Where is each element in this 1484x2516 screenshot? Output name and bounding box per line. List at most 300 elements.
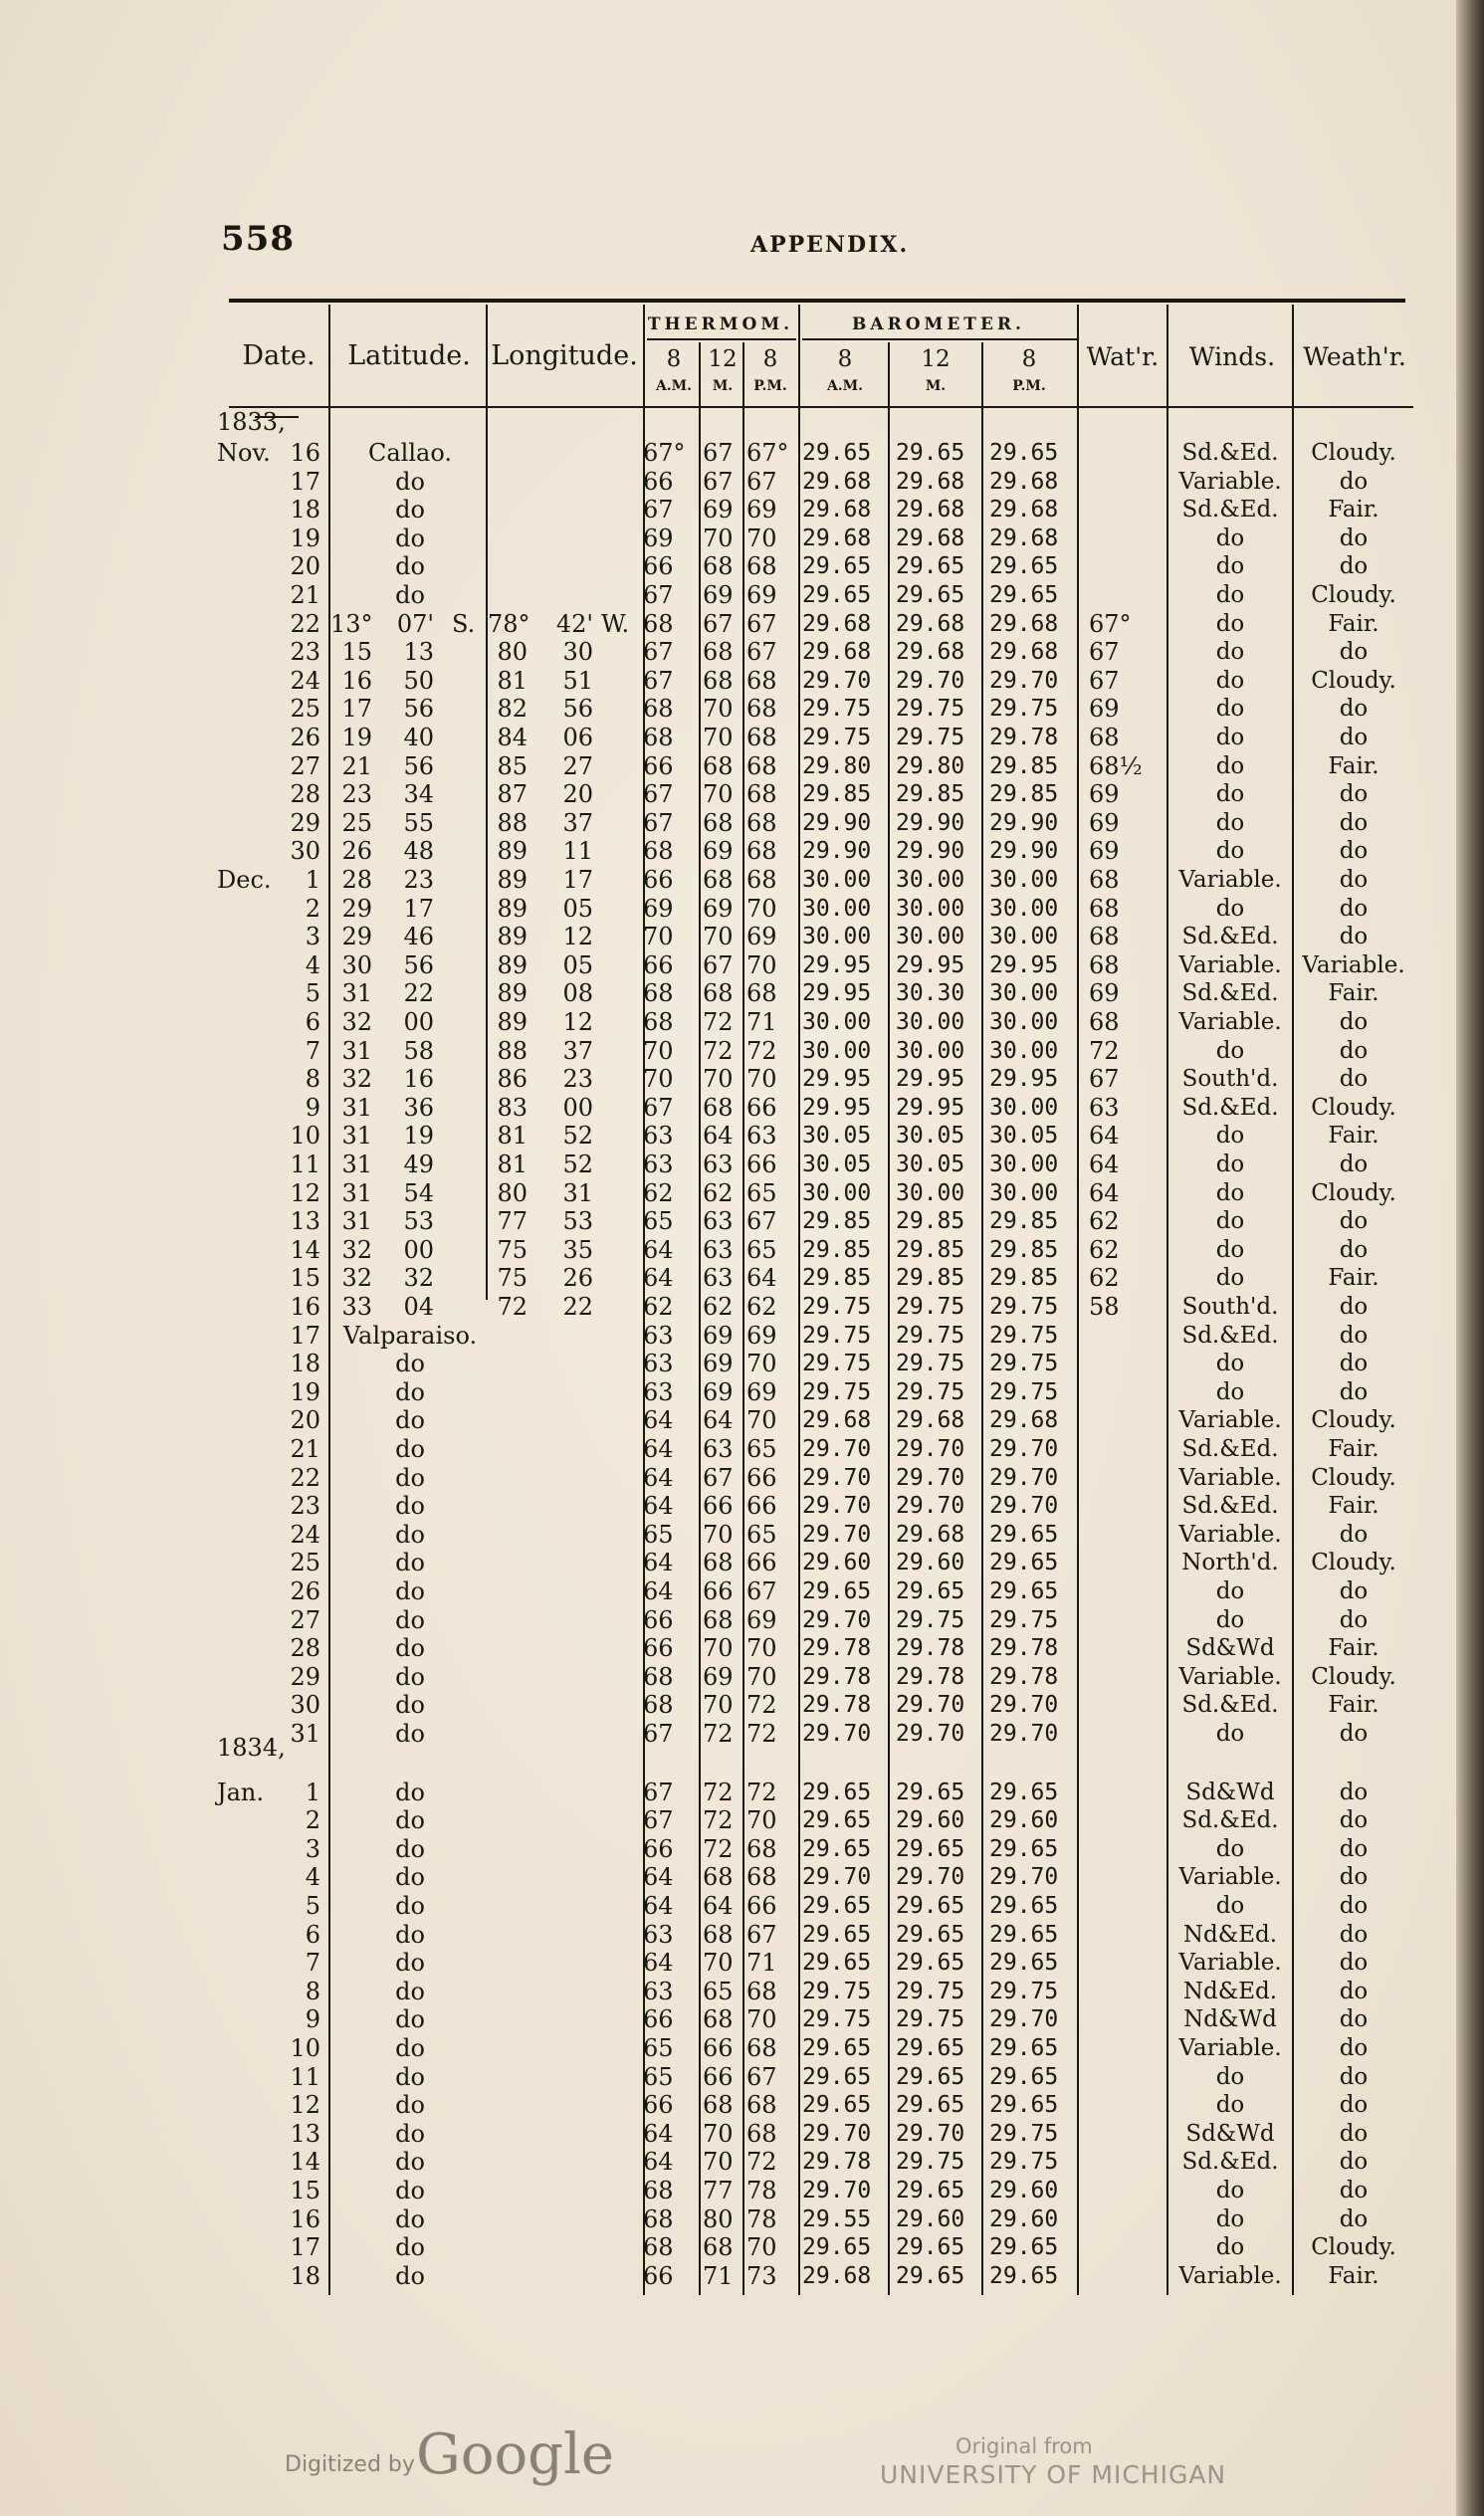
- water-temp-cell: 69: [1089, 695, 1120, 724]
- barometer-12-cell: 29.75: [896, 1378, 965, 1405]
- barometer-8am-cell: 29.75: [802, 1351, 872, 1377]
- thermom-12-cell: 68: [703, 1920, 734, 1949]
- thermom-8am-cell: 64: [643, 1264, 674, 1293]
- day-cell: 18: [290, 1350, 320, 1378]
- thermom-12-cell: 66: [703, 1492, 734, 1521]
- thermom-12-cell: 70: [703, 923, 734, 951]
- water-temp-cell: 64: [1089, 1151, 1120, 1178]
- barometer-8am-cell: 29.70: [802, 1606, 872, 1633]
- barometer-8am-cell: 29.70: [802, 2120, 872, 2147]
- header-dash-longitude-2: [573, 406, 623, 408]
- table-row: [0, 723, 1484, 752]
- place-cell: do: [395, 1863, 425, 1892]
- place-cell: do: [395, 2148, 425, 2177]
- place-cell: do: [395, 1778, 425, 1806]
- latitude-minutes-cell: 58: [403, 1036, 434, 1065]
- thermom-12-cell: 69: [703, 1377, 734, 1406]
- place-cell: Valparaiso.: [342, 1321, 478, 1350]
- place-cell: do: [395, 1350, 425, 1378]
- day-cell: 2: [305, 1806, 320, 1835]
- winds-cell: South'd.: [1181, 1066, 1279, 1093]
- thermom-8pm-cell: 69: [746, 496, 777, 524]
- barometer-8am-cell: 29.70: [802, 1493, 872, 1520]
- thermom-12-cell: 69: [703, 894, 734, 923]
- water-temp-cell: 62: [1089, 1207, 1120, 1236]
- thermom-8pm-cell: 67: [746, 467, 777, 496]
- thermom-8am-cell: 63: [643, 1321, 674, 1350]
- barometer-8pm-cell: 29.65: [989, 1893, 1059, 1919]
- table-row: [0, 779, 1484, 809]
- thermom-8pm-cell: 68: [746, 808, 777, 837]
- header-barometer-8pm-sub: P.M.: [1012, 378, 1046, 394]
- barometer-12-cell: 29.75: [896, 1606, 965, 1633]
- barometer-8am-cell: 29.65: [802, 2234, 872, 2261]
- water-temp-cell: 62: [1089, 1235, 1120, 1264]
- barometer-8pm-cell: 30.00: [989, 1152, 1059, 1177]
- weather-cell: do: [1339, 1864, 1369, 1891]
- winds-cell: do: [1215, 2092, 1245, 2119]
- winds-cell: Nd&Ed.: [1182, 1978, 1278, 2004]
- water-temp-cell: 64: [1089, 1122, 1120, 1151]
- longitude-minutes-cell: 53: [562, 1207, 593, 1236]
- table-row: [0, 1292, 1484, 1322]
- year-label-1834: 1834,: [217, 1734, 286, 1762]
- barometer-12-cell: 29.75: [896, 725, 965, 750]
- table-row: [0, 2090, 1484, 2120]
- thermom-8am-cell: 68: [643, 695, 674, 724]
- barometer-8pm-cell: 30.00: [989, 980, 1059, 1007]
- thermom-12-cell: 68: [703, 751, 734, 780]
- thermom-12-cell: 68: [703, 2091, 734, 2120]
- barometer-8pm-cell: 29.75: [989, 696, 1059, 723]
- table-row: [0, 836, 1484, 866]
- barometer-8pm-cell: 30.00: [989, 1179, 1059, 1206]
- thermom-8pm-cell: 78: [746, 2177, 777, 2204]
- longitude-minutes-cell: 42': [555, 609, 593, 638]
- thermom-8am-cell: 67: [643, 1778, 674, 1806]
- barometer-8am-cell: 29.70: [802, 2178, 872, 2203]
- thermom-8pm-cell: 67: [746, 2062, 777, 2091]
- thermom-8am-cell: 64: [643, 1235, 674, 1264]
- longitude-degrees-cell: 81: [497, 666, 528, 695]
- latitude-degrees-cell: 15: [341, 638, 372, 667]
- thermom-8am-cell: 70: [643, 923, 674, 951]
- thermom-8pm-cell: 66: [746, 1892, 777, 1920]
- thermom-12-cell: 72: [703, 1806, 734, 1835]
- header-rule-main: [229, 406, 1413, 408]
- place-cell: do: [395, 1406, 425, 1435]
- barometer-8pm-cell: 29.85: [989, 1265, 1059, 1292]
- barometer-8pm-cell: 29.65: [989, 1921, 1059, 1948]
- barometer-12-cell: 29.75: [896, 1322, 965, 1349]
- barometer-8am-cell: 29.65: [802, 1779, 872, 1805]
- table-row: [0, 950, 1484, 980]
- thermom-8am-cell: 64: [643, 1549, 674, 1577]
- longitude-degrees-cell: 84: [497, 724, 528, 751]
- table-row: [0, 1007, 1484, 1037]
- table-row: [0, 751, 1484, 781]
- longitude-degrees-cell: 86: [497, 1065, 528, 1094]
- day-cell: 9: [305, 1093, 320, 1122]
- header-date: Date.: [242, 340, 316, 371]
- longitude-minutes-cell: 56: [562, 695, 593, 724]
- latitude-minutes-cell: 16: [403, 1065, 434, 1094]
- winds-cell: do: [1215, 895, 1245, 922]
- barometer-8pm-cell: 29.75: [989, 1978, 1059, 2004]
- barometer-8pm-cell: 29.75: [989, 1378, 1059, 1405]
- winds-cell: do: [1215, 667, 1245, 694]
- day-cell: 31: [290, 1720, 320, 1748]
- barometer-12-cell: 30.00: [896, 867, 965, 893]
- thermom-8am-cell: 65: [643, 1520, 674, 1549]
- weather-cell: do: [1339, 639, 1369, 666]
- thermom-8am-cell: 62: [643, 1178, 674, 1207]
- barometer-8pm-cell: 29.70: [989, 1692, 1059, 1719]
- winds-cell: do: [1215, 1208, 1245, 1235]
- header-thermom-8am-sub: A.M.: [655, 378, 693, 394]
- table-row: [0, 1805, 1484, 1835]
- barometer-8am-cell: 29.90: [802, 838, 872, 865]
- barometer-8pm-cell: 29.60: [989, 2205, 1059, 2232]
- weather-cell: do: [1339, 2006, 1369, 2033]
- table-row: [0, 894, 1484, 924]
- place-cell: do: [395, 1549, 425, 1577]
- thermom-12-cell: 63: [703, 1235, 734, 1264]
- latitude-minutes-cell: 54: [403, 1178, 434, 1207]
- barometer-8am-cell: 29.68: [802, 610, 872, 637]
- day-cell: 8: [305, 1065, 320, 1094]
- longitude-degrees-cell: 77: [497, 1207, 528, 1236]
- header-barometer-12: 12: [921, 346, 951, 372]
- barometer-8pm-cell: 29.75: [989, 2149, 1059, 2176]
- barometer-12-cell: 29.85: [896, 1208, 965, 1235]
- latitude-degrees-cell: 31: [341, 1122, 372, 1151]
- header-thermom-8pm: 8: [762, 346, 778, 372]
- thermom-12-cell: 63: [703, 1151, 734, 1178]
- place-cell: do: [395, 1634, 425, 1663]
- latitude-minutes-cell: 46: [403, 923, 434, 951]
- table-row: [0, 1235, 1484, 1265]
- thermom-12-cell: 69: [703, 581, 734, 609]
- thermom-8pm-cell: 72: [746, 1036, 777, 1065]
- winds-cell: do: [1215, 1037, 1245, 1064]
- thermom-12-cell: 69: [703, 837, 734, 866]
- place-cell: do: [395, 1463, 425, 1492]
- longitude-minutes-cell: 35: [562, 1235, 593, 1264]
- header-water: Wat'r.: [1086, 342, 1160, 371]
- thermom-8am-cell: 66: [643, 552, 674, 581]
- day-cell: 29: [290, 808, 320, 837]
- place-cell: do: [395, 467, 425, 496]
- place-cell: do: [395, 2091, 425, 2120]
- barometer-8am-cell: 29.65: [802, 1921, 872, 1948]
- latitude-degrees-cell: 31: [341, 1093, 372, 1122]
- thermom-12-cell: 64: [703, 1892, 734, 1920]
- longitude-minutes-cell: 30: [562, 638, 593, 667]
- barometer-12-cell: 29.95: [896, 951, 965, 978]
- place-cell: do: [395, 1377, 425, 1406]
- latitude-degrees-cell: 30: [341, 950, 372, 979]
- thermom-8am-cell: 67: [643, 666, 674, 695]
- thermom-8pm-cell: 69: [746, 1377, 777, 1406]
- barometer-12-cell: 29.60: [896, 1807, 965, 1834]
- longitude-degrees-cell: 72: [497, 1293, 528, 1321]
- latitude-degrees-cell: 21: [341, 751, 372, 780]
- day-cell: 14: [290, 2148, 320, 2177]
- barometer-8pm-cell: 29.65: [989, 440, 1059, 466]
- latitude-minutes-cell: 55: [403, 808, 434, 837]
- thermom-8pm-cell: 73: [746, 2261, 777, 2290]
- winds-cell: do: [1215, 553, 1245, 580]
- barometer-8pm-cell: 29.65: [989, 553, 1059, 580]
- thermom-8pm-cell: 68: [746, 1977, 777, 2005]
- winds-cell: do: [1215, 1123, 1245, 1150]
- thermom-8pm-cell: 66: [746, 1492, 777, 1521]
- longitude-minutes-cell: 26: [562, 1264, 593, 1293]
- thermom-8pm-cell: 68: [746, 2091, 777, 2120]
- longitude-degrees-cell: 83: [497, 1093, 528, 1122]
- day-cell: 9: [305, 2005, 320, 2034]
- table-row: [0, 1121, 1484, 1151]
- day-cell: 7: [305, 1949, 320, 1978]
- weather-cell: Fair.: [1328, 610, 1379, 637]
- barometer-8am-cell: 30.00: [802, 867, 872, 893]
- page-number: 558: [221, 219, 295, 259]
- latitude-minutes-cell: 22: [403, 979, 434, 1008]
- latitude-minutes-cell: 56: [403, 751, 434, 780]
- weather-cell: do: [1339, 1351, 1369, 1377]
- table-row: [0, 1263, 1484, 1293]
- latitude-degrees-cell: 23: [341, 780, 372, 809]
- thermom-8am-cell: 64: [643, 1492, 674, 1521]
- weather-cell: do: [1339, 553, 1369, 580]
- thermom-12-cell: 68: [703, 979, 734, 1008]
- weather-cell: Cloudy.: [1311, 2234, 1396, 2261]
- thermom-8am-cell: 67: [643, 581, 674, 609]
- winds-cell: Sd.&Ed.: [1181, 1692, 1279, 1719]
- thermom-12-cell: 69: [703, 1662, 734, 1691]
- day-cell: 17: [290, 467, 320, 496]
- weather-cell: do: [1339, 1208, 1369, 1235]
- header-rule-thermom: [647, 338, 796, 340]
- barometer-8pm-cell: 30.00: [989, 1009, 1059, 1035]
- table-row: [0, 580, 1484, 610]
- weather-cell: do: [1339, 1322, 1369, 1349]
- barometer-8pm-cell: 29.65: [989, 582, 1059, 608]
- weather-cell: Cloudy.: [1311, 1464, 1396, 1491]
- barometer-8am-cell: 29.68: [802, 1407, 872, 1434]
- header-thermom-12-sub: M.: [712, 378, 734, 394]
- barometer-8am-cell: 29.75: [802, 1378, 872, 1405]
- barometer-12-cell: 29.90: [896, 809, 965, 836]
- longitude-degrees-cell: 89: [497, 866, 528, 894]
- barometer-8pm-cell: 29.65: [989, 1950, 1059, 1977]
- latitude-minutes-cell: 19: [403, 1122, 434, 1151]
- day-cell: 21: [290, 1435, 320, 1463]
- header-dash-longitude: [494, 406, 543, 408]
- day-cell: 13: [290, 2119, 320, 2148]
- table-row: [0, 438, 1484, 468]
- table-row: [0, 1349, 1484, 1378]
- weather-cell: Variable.: [1302, 951, 1405, 978]
- year-label-1833: 1833,: [217, 408, 286, 436]
- thermom-8pm-cell: 71: [746, 1949, 777, 1978]
- thermom-12-cell: 72: [703, 1720, 734, 1748]
- latitude-degrees-cell: 31: [341, 1036, 372, 1065]
- barometer-12-cell: 30.05: [896, 1152, 965, 1177]
- place-cell: do: [395, 1892, 425, 1920]
- barometer-8pm-cell: 30.00: [989, 924, 1059, 950]
- latitude-hemisphere-cell: S.: [452, 609, 476, 638]
- thermom-8pm-cell: 69: [746, 1605, 777, 1634]
- thermom-12-cell: 68: [703, 552, 734, 581]
- place-cell: do: [395, 552, 425, 581]
- barometer-12-cell: 29.65: [896, 1578, 965, 1604]
- winds-cell: Sd.&Ed.: [1181, 1493, 1279, 1520]
- thermom-8pm-cell: 68: [746, 837, 777, 866]
- winds-cell: Variable.: [1178, 1950, 1282, 1977]
- thermom-8pm-cell: 70: [746, 894, 777, 923]
- barometer-12-cell: 29.95: [896, 1066, 965, 1093]
- weather-cell: do: [1339, 2063, 1369, 2090]
- winds-cell: Variable.: [1178, 1521, 1282, 1548]
- barometer-12-cell: 29.75: [896, 2006, 965, 2033]
- place-cell: do: [395, 524, 425, 552]
- winds-cell: do: [1215, 1265, 1245, 1292]
- thermom-8am-cell: 68: [643, 2204, 674, 2233]
- thermom-12-cell: 66: [703, 1577, 734, 1605]
- table-row: [0, 1093, 1484, 1123]
- barometer-8pm-cell: 30.00: [989, 1037, 1059, 1064]
- winds-cell: Variable.: [1178, 2262, 1282, 2289]
- barometer-8am-cell: 30.00: [802, 1179, 872, 1206]
- weather-cell: Fair.: [1328, 752, 1379, 779]
- thermom-12-cell: 70: [703, 1634, 734, 1663]
- header-barometer: BAROMETER.: [852, 314, 1025, 334]
- place-cell: do: [395, 1949, 425, 1978]
- thermom-8am-cell: 68: [643, 1008, 674, 1036]
- barometer-8pm-cell: 29.65: [989, 2035, 1059, 2061]
- barometer-12-cell: 30.00: [896, 1009, 965, 1035]
- top-rule: [229, 299, 1405, 303]
- barometer-8am-cell: 29.68: [802, 497, 872, 524]
- day-cell: 18: [290, 496, 320, 524]
- thermom-12-cell: 63: [703, 1207, 734, 1236]
- barometer-8am-cell: 29.75: [802, 696, 872, 723]
- table-row: [0, 1036, 1484, 1066]
- weather-cell: Cloudy.: [1311, 1179, 1396, 1206]
- thermom-12-cell: 70: [703, 695, 734, 724]
- weather-cell: Cloudy.: [1311, 1663, 1396, 1690]
- weather-cell: do: [1339, 924, 1369, 950]
- winds-cell: do: [1215, 1578, 1245, 1604]
- weather-cell: do: [1339, 1721, 1369, 1747]
- thermom-12-cell: 72: [703, 1834, 734, 1863]
- place-cell: do: [395, 1492, 425, 1521]
- day-cell: 10: [290, 2034, 320, 2062]
- thermom-12-cell: 69: [703, 1321, 734, 1350]
- thermom-12-cell: 69: [703, 496, 734, 524]
- thermom-8am-cell: 67: [643, 1093, 674, 1122]
- header-weather: Weath'r.: [1303, 342, 1406, 371]
- barometer-12-cell: 30.30: [896, 980, 965, 1007]
- day-cell: 12: [290, 2091, 320, 2120]
- weather-cell: do: [1339, 809, 1369, 836]
- weather-cell: Cloudy.: [1311, 1407, 1396, 1434]
- weather-cell: Fair.: [1328, 1265, 1379, 1292]
- thermom-8am-cell: 70: [643, 1036, 674, 1065]
- winds-cell: do: [1215, 2178, 1245, 2203]
- header-barometer-8am: 8: [837, 346, 853, 372]
- latitude-degrees-cell: 31: [341, 1151, 372, 1178]
- thermom-12-cell: 68: [703, 666, 734, 695]
- day-cell: 23: [290, 638, 320, 667]
- place-cell: do: [395, 2261, 425, 2290]
- weather-cell: Fair.: [1328, 1635, 1379, 1662]
- winds-cell: Variable.: [1178, 1864, 1282, 1891]
- barometer-8am-cell: 29.95: [802, 1066, 872, 1093]
- thermom-8am-cell: 67: [643, 1806, 674, 1835]
- day-cell: 5: [305, 979, 320, 1008]
- longitude-minutes-cell: 00: [562, 1093, 593, 1122]
- weather-cell: do: [1339, 696, 1369, 723]
- thermom-12-cell: 64: [703, 1406, 734, 1435]
- barometer-8pm-cell: 29.68: [989, 1407, 1059, 1434]
- barometer-8pm-cell: 29.75: [989, 1351, 1059, 1377]
- thermom-8am-cell: 66: [643, 950, 674, 979]
- thermom-8pm-cell: 65: [746, 1235, 777, 1264]
- thermom-8pm-cell: 68: [746, 1863, 777, 1892]
- longitude-degrees-cell: 89: [497, 923, 528, 951]
- barometer-8pm-cell: 29.65: [989, 1835, 1059, 1862]
- day-cell: 13: [290, 1207, 320, 1236]
- latitude-degrees-cell: 32: [341, 1065, 372, 1094]
- thermom-8am-cell: 66: [643, 2261, 674, 2290]
- table-row: [0, 1463, 1484, 1493]
- longitude-minutes-cell: 27: [562, 751, 593, 780]
- thermom-12-cell: 67: [703, 439, 734, 467]
- thermom-8pm-cell: 67: [746, 1920, 777, 1949]
- thermom-8am-cell: 67°: [643, 439, 686, 467]
- place-cell: do: [395, 1662, 425, 1691]
- winds-cell: Sd&Wd: [1185, 1635, 1275, 1662]
- place-cell: do: [395, 1977, 425, 2005]
- table-row: [0, 1862, 1484, 1892]
- table-row: [0, 1920, 1484, 1950]
- thermom-8pm-cell: 65: [746, 1520, 777, 1549]
- weather-cell: do: [1339, 1835, 1369, 1862]
- day-cell: 16: [290, 1293, 320, 1321]
- barometer-12-cell: 29.68: [896, 524, 965, 551]
- day-cell: 17: [290, 2233, 320, 2262]
- weather-cell: do: [1339, 781, 1369, 808]
- day-cell: 19: [290, 524, 320, 552]
- thermom-8pm-cell: 70: [746, 1350, 777, 1378]
- thermom-8am-cell: 68: [643, 979, 674, 1008]
- longitude-degrees-cell: 78°: [488, 609, 530, 638]
- barometer-12-cell: 29.68: [896, 1521, 965, 1548]
- weather-cell: Cloudy.: [1311, 667, 1396, 694]
- thermom-8pm-cell: 70: [746, 524, 777, 552]
- thermom-8am-cell: 63: [643, 1377, 674, 1406]
- longitude-minutes-cell: 08: [562, 979, 593, 1008]
- water-temp-cell: 68½: [1089, 751, 1143, 780]
- day-cell: 21: [290, 581, 320, 609]
- winds-cell: do: [1215, 1351, 1245, 1377]
- header-thermom-12: 12: [708, 346, 738, 372]
- weather-cell: Cloudy.: [1311, 582, 1396, 608]
- thermom-12-cell: 68: [703, 2005, 734, 2034]
